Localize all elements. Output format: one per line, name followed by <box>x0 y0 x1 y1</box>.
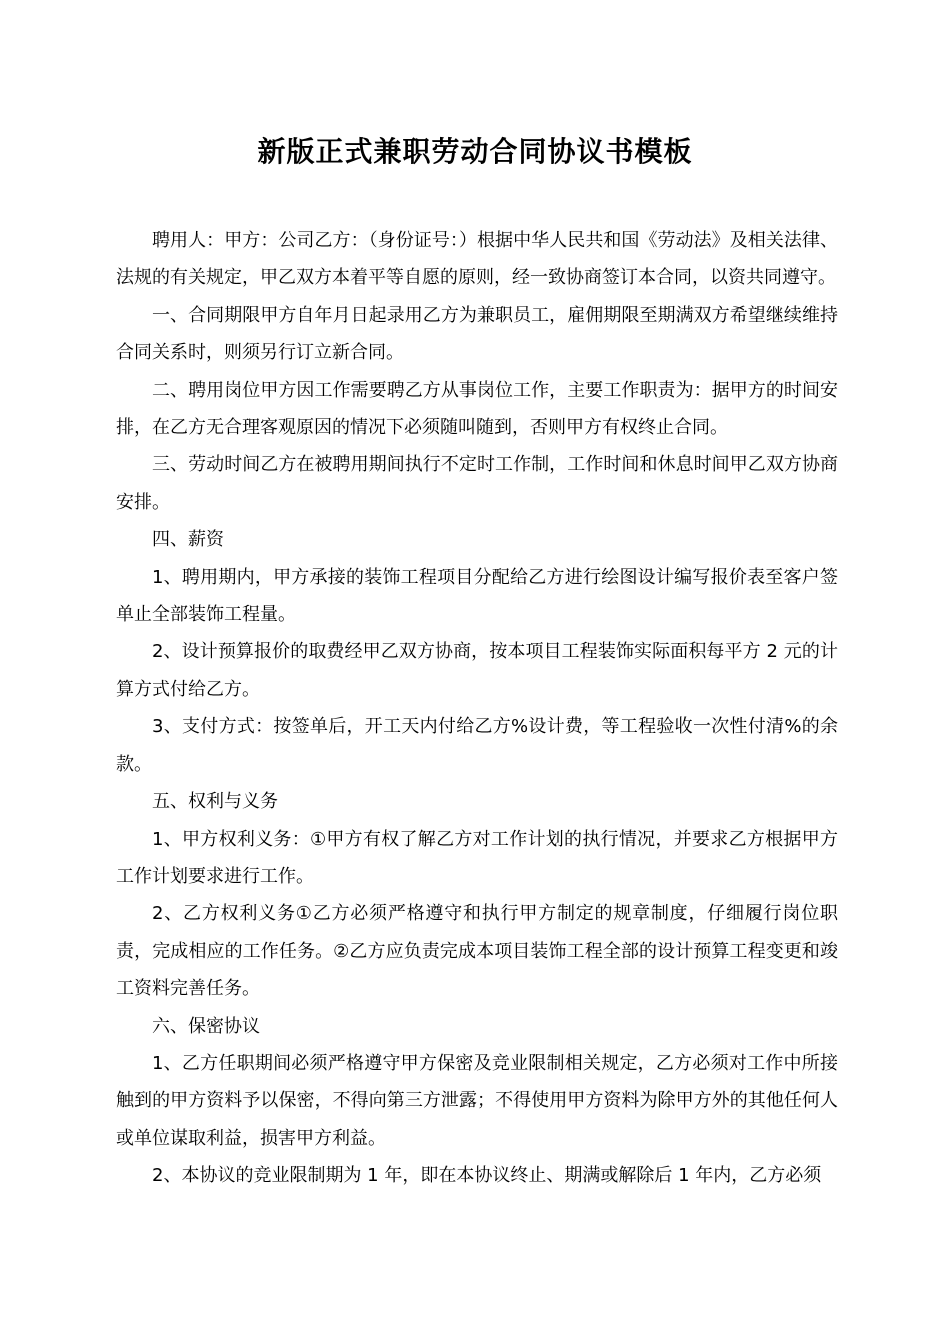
paragraph-rights-2: 2、乙方权利义务①乙方必须严格遵守和执行甲方制定的规章制度，仔细履行岗位职责，完成相应的工作任务。②乙方应负责完成本项目装饰工程全部的设计预算工程变更和竣工资料完善任务。 <box>116 903 838 1000</box>
paragraph-salary-2: 2、设计预算报价的取费经甲乙双方协商，按本项目工程装饰实际面积每平方 2 元的计算方式付给乙方。 <box>116 641 838 700</box>
paragraph-rights-1: 1、甲方权利义务：①甲方有权了解乙方对工作计划的执行情况，并要求乙方根据甲方工作计划要求进行工作。 <box>116 828 838 887</box>
paragraph-confidentiality-1: 1、乙方任职期间必须严格遵守甲方保密及竞业限制相关规定，乙方必须对工作中所接触到的甲方资料予以保密，不得向第三方泄露；不得使用甲方资料为除甲方外的其他任何人或单位谋取利益，损害甲方利益。 <box>116 1052 838 1149</box>
document-title: 新版正式兼职劳动合同协议书模板 <box>257 135 693 168</box>
paragraph-contract-term: 一、合同期限甲方自年月日起录用乙方为兼职员工，雇佣期限至期满双方希望继续维持合同关系时，则须另行订立新合同。 <box>116 304 838 364</box>
heading-salary: 四、薪资 <box>152 529 224 551</box>
paragraph-salary-3: 3、支付方式：按签单后，开工天内付给乙方%设计费，等工程验收一次性付清%的余款。 <box>116 716 838 775</box>
heading-confidentiality: 六、保密协议 <box>152 1015 260 1037</box>
paragraph-salary-1: 1、聘用期内，甲方承接的装饰工程项目分配给乙方进行绘图设计编写报价表至客户签单止全部装饰工程量。 <box>116 566 838 626</box>
heading-rights-obligations: 五、权利与义务 <box>152 791 278 813</box>
paragraph-position: 二、聘用岗位甲方因工作需要聘乙方从事岗位工作，主要工作职责为：据甲方的时间安排，在乙方无合理客观原因的情况下必须随叫随到，否则甲方有权终止合同。 <box>116 379 838 439</box>
paragraph-employer: 聘用人：甲方：公司乙方：（身份证号：）根据中华人民共和国《劳动法》及相关法律、法规的有关规定，甲乙双方本着平等自愿的原则，经一致协商签订本合同，以资共同遵守。 <box>116 230 838 289</box>
paragraph-working-hours: 三、劳动时间乙方在被聘用期间执行不定时工作制，工作时间和休息时间甲乙双方协商安排。 <box>116 454 838 513</box>
paragraph-confidentiality-2: 2、本协议的竞业限制期为 1 年，即在本协议终止、期满或解除后 1 年内，乙方必须 <box>152 1165 822 1187</box>
document-body <box>116 222 838 1195</box>
